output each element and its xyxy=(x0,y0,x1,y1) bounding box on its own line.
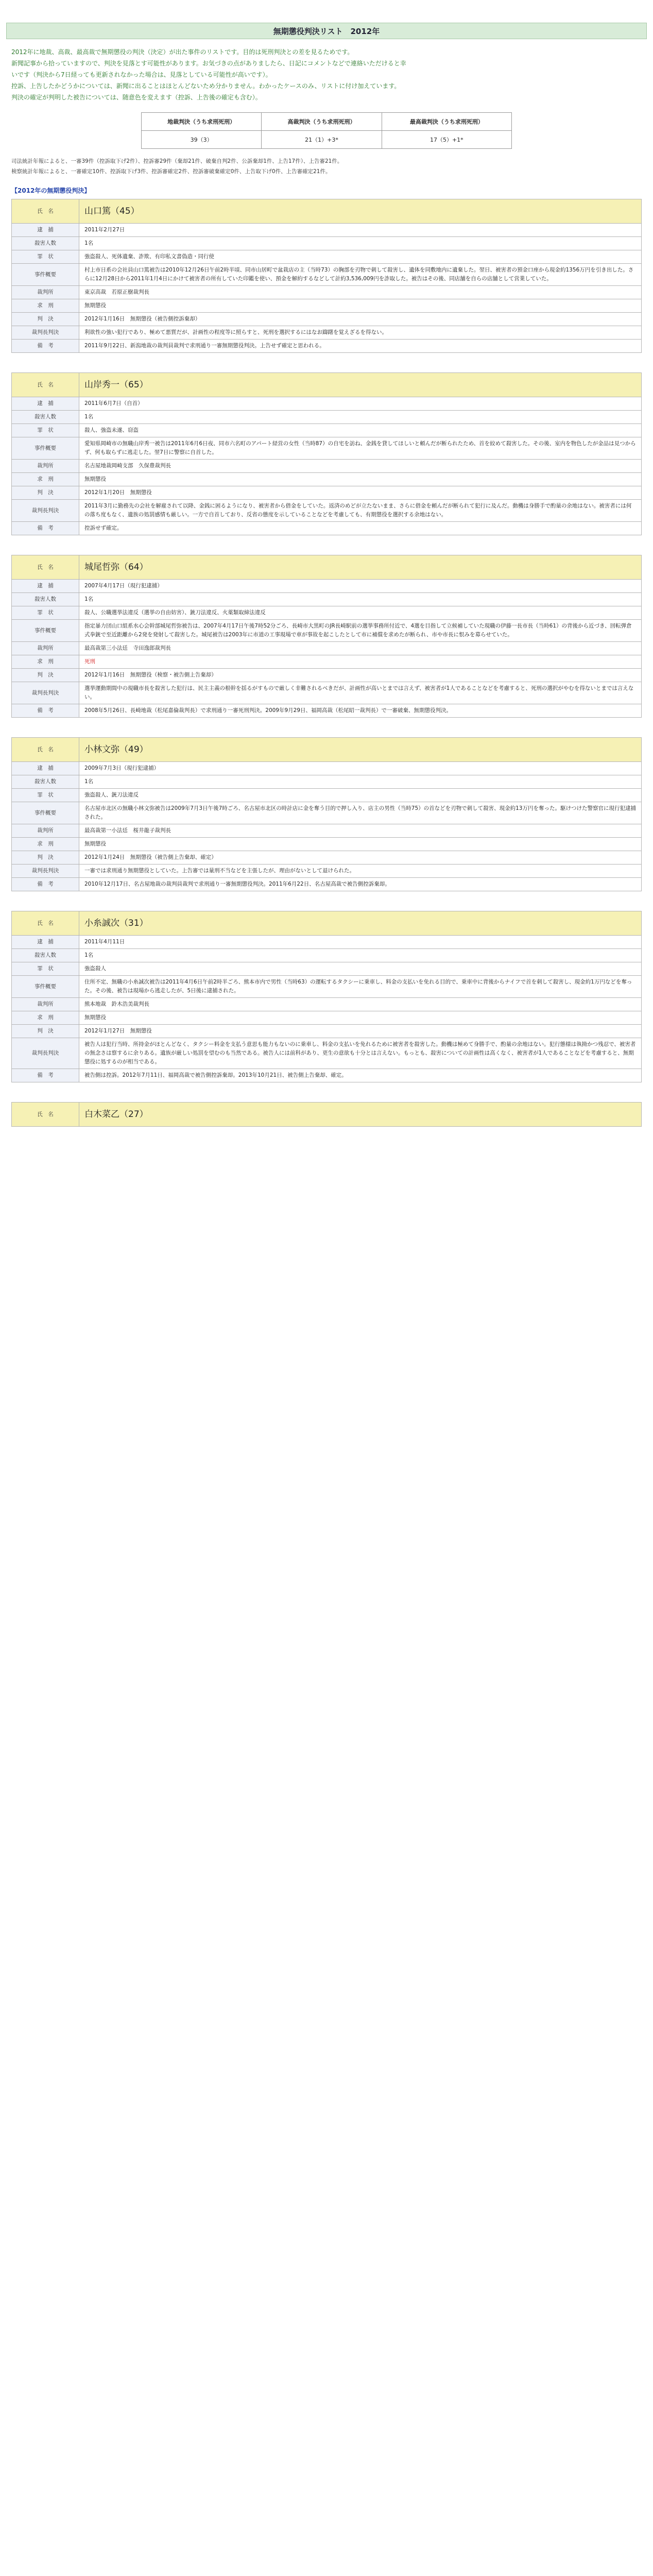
case-value-arrest: 2009年7月3日（現行犯逮捕） xyxy=(79,762,642,775)
case-value-prosecution: 死刑 xyxy=(79,655,642,669)
case-label-summary: 事件概要 xyxy=(12,620,79,642)
case-label-reason: 裁判長判決 xyxy=(12,326,79,340)
case-value-name: 小糸誠次（31） xyxy=(79,911,642,936)
case-label-reason: 裁判長判決 xyxy=(12,682,79,704)
case-label-remarks: 備 考 xyxy=(12,704,79,718)
case-row-reason xyxy=(12,500,642,522)
case-row-victims xyxy=(12,775,642,789)
case-label-name: 氏 名 xyxy=(12,555,79,580)
case-value-charge: 殺人、公職選挙法違反（選挙の自由妨害）、銃刀法違反、火薬類取締法違反 xyxy=(79,606,642,620)
case-label-arrest: 逮 捕 xyxy=(12,580,79,593)
section-title: 【2012年の無期懲役判決】 xyxy=(11,187,91,194)
stats-note: 司法統計年報によると、一審39件（控訴取下げ2件）、控訴審29件（棄却21件、破棄自判2件、公訴棄却1件、上告17件）、上告審21件。 xyxy=(11,158,343,164)
case-label-arrest: 逮 捕 xyxy=(12,762,79,775)
case-label-remarks: 備 考 xyxy=(12,878,79,891)
case-row-reason xyxy=(12,1038,642,1069)
case-row-victims xyxy=(12,411,642,424)
case-value-charge: 強盗殺人、銃刀法違反 xyxy=(79,789,642,802)
case-row-court xyxy=(12,642,642,655)
case-row-remarks xyxy=(12,340,642,353)
case-value-prosecution: 無期懲役 xyxy=(79,299,642,313)
case-label-prosecution: 求 刑 xyxy=(12,655,79,669)
case-label-victims: 殺害人数 xyxy=(12,949,79,962)
case-label-verdict: 判 決 xyxy=(12,486,79,500)
case-row-charge xyxy=(12,250,642,264)
case-value-verdict: 2012年1月27日 無期懲役 xyxy=(79,1025,642,1038)
case-value-name: 白木菜乙（27） xyxy=(79,1103,642,1127)
case-value-remarks: 控訴せず確定。 xyxy=(79,522,642,535)
case-row-arrest xyxy=(12,580,642,593)
case-row-victims xyxy=(12,237,642,250)
case-label-court: 裁判所 xyxy=(12,286,79,299)
case-label-arrest: 逮 捕 xyxy=(12,397,79,411)
case-row-prosecution xyxy=(12,838,642,851)
case-label-charge: 罪 状 xyxy=(12,606,79,620)
case-value-arrest: 2011年2月27日 xyxy=(79,224,642,237)
case-label-court: 裁判所 xyxy=(12,824,79,838)
case-row-name xyxy=(12,911,642,936)
case-value-name: 城尾哲弥（64） xyxy=(79,555,642,580)
case-row-verdict xyxy=(12,851,642,865)
summary-value: 39（3） xyxy=(142,131,262,149)
case-label-reason: 裁判長判決 xyxy=(12,500,79,522)
case-row-summary xyxy=(12,437,642,460)
case-label-summary: 事件概要 xyxy=(12,437,79,460)
stats-note: 検察統計年報によると、一審確定10件、控訴取下げ3件、控訴審確定2件、控訴審破棄確定0件、上告取下げ0件、上告審確定21件。 xyxy=(11,168,331,175)
case-value-court: 最高裁第三小法廷 寺田逸郎裁判長 xyxy=(79,642,642,655)
case-row-prosecution xyxy=(12,473,642,486)
case-label-victims: 殺害人数 xyxy=(12,593,79,606)
case-row-charge xyxy=(12,962,642,976)
case-table xyxy=(11,555,642,718)
case-row-summary xyxy=(12,802,642,824)
case-row-summary xyxy=(12,264,642,286)
case-label-charge: 罪 状 xyxy=(12,424,79,437)
case-list xyxy=(0,199,653,1127)
case-value-verdict: 2012年1月16日 無期懲役（検察・被告側上告棄却） xyxy=(79,669,642,682)
case-row-name xyxy=(12,373,642,397)
case-row-court xyxy=(12,460,642,473)
case-label-name: 氏 名 xyxy=(12,911,79,936)
case-label-court: 裁判所 xyxy=(12,642,79,655)
case-label-charge: 罪 状 xyxy=(12,962,79,976)
case-value-victims: 1名 xyxy=(79,949,642,962)
case-label-remarks: 備 考 xyxy=(12,522,79,535)
case-value-charge: 強盗殺人 xyxy=(79,962,642,976)
case-row-remarks xyxy=(12,878,642,891)
case-value-court: 熊本地裁 鈴木浩美裁判長 xyxy=(79,998,642,1011)
case-value-reason: 利欲性の強い犯行であり、極めて悪質だが、計画性の程度等に照らすと、死刑を選択するにはなお躊躇を覚えざるを得ない。 xyxy=(79,326,642,340)
case-label-victims: 殺害人数 xyxy=(12,775,79,789)
case-value-arrest: 2007年4月17日（現行犯逮捕） xyxy=(79,580,642,593)
case-value-charge: 殺人、強盗未遂、窃盗 xyxy=(79,424,642,437)
case-value-victims: 1名 xyxy=(79,411,642,424)
case-value-victims: 1名 xyxy=(79,775,642,789)
case-label-reason: 裁判長判決 xyxy=(12,1038,79,1069)
case-row-prosecution xyxy=(12,655,642,669)
case-row-arrest xyxy=(12,397,642,411)
case-label-victims: 殺害人数 xyxy=(12,237,79,250)
case-row-remarks xyxy=(12,704,642,718)
case-value-remarks: 2010年12月17日、名古屋地裁の裁判員裁判で求刑通り一審無期懲役判決。2011年6月22日、名古屋高裁で被告側控訴棄却。 xyxy=(79,878,642,891)
intro-line: 控訴、上告したかどうかについては、新聞に出ることはほとんどないため分かりません。わかったケースのみ、リストに付け加えています。 xyxy=(11,82,401,90)
case-value-summary: 愛知県岡崎市の無職山岸秀一被告は2011年6月6日夜、同市六名町のアパート経営の女性（当時87）の自宅を訪ね、金銭を貸してほしいと頼んだが断られたため、首を絞めて殺害した。その後、室内を物色したが金品は見つからず、何も取らずに逃走した。翌7日に警察に自首した。 xyxy=(79,437,642,460)
case-row-arrest xyxy=(12,936,642,949)
case-table xyxy=(11,372,642,535)
case-table xyxy=(11,911,642,1082)
case-label-summary: 事件概要 xyxy=(12,802,79,824)
case-table xyxy=(11,737,642,891)
case-label-arrest: 逮 捕 xyxy=(12,224,79,237)
case-label-name: 氏 名 xyxy=(12,373,79,397)
case-value-name: 小林文弥（49） xyxy=(79,738,642,762)
summary-value: 21（1）+3* xyxy=(262,131,382,149)
case-label-verdict: 判 決 xyxy=(12,851,79,865)
case-row-verdict xyxy=(12,1025,642,1038)
case-row-summary xyxy=(12,976,642,998)
case-value-prosecution: 無期懲役 xyxy=(79,838,642,851)
case-label-charge: 罪 状 xyxy=(12,789,79,802)
case-value-summary: 村上市日系の会社員山口篤被告は2010年12月26日午前2時半頃、同市山居町で盆栽店の主（当時73）の胸部を刃物で刺して殺害し、遺体を同敷地内に遺棄した。翌日、被害者の預金口座から現金約1356万円を引き出した。さらに12月28日から2011年1月4日にかけて被害者の所有していた印鑑を使い、預金を解約するなどして計約3,536,009円を詐取した。被告はその後、同店舗を自らの店舗として営業していた。 xyxy=(79,264,642,286)
intro xyxy=(11,46,642,103)
case-value-remarks: 2011年9月22日、新潟地裁の裁判員裁判で求刑通り一審無期懲役判決。上告せず確定と思われる。 xyxy=(79,340,642,353)
case-label-arrest: 逮 捕 xyxy=(12,936,79,949)
case-value-name: 山口篤（45） xyxy=(79,199,642,224)
case-row-prosecution xyxy=(12,299,642,313)
case-value-charge: 強盗殺人、死体遺棄、詐欺、有印私文書偽造・同行使 xyxy=(79,250,642,264)
case-label-prosecution: 求 刑 xyxy=(12,838,79,851)
stats-notes xyxy=(11,156,642,177)
case-row-arrest xyxy=(12,224,642,237)
case-label-verdict: 判 決 xyxy=(12,313,79,326)
case-row-court xyxy=(12,824,642,838)
case-label-summary: 事件概要 xyxy=(12,264,79,286)
case-row-name xyxy=(12,738,642,762)
case-row-verdict xyxy=(12,313,642,326)
case-value-court: 最高裁第一小法廷 桜井龍子裁判長 xyxy=(79,824,642,838)
case-row-victims xyxy=(12,949,642,962)
case-label-reason: 裁判長判決 xyxy=(12,865,79,878)
case-label-court: 裁判所 xyxy=(12,998,79,1011)
intro-line: いです（判決から7日経っても更新されなかった場合は、見落としている可能性が高いです）。 xyxy=(11,71,272,78)
case-row-charge xyxy=(12,606,642,620)
case-value-summary: 指定暴力団山口組系水心会幹部城尾哲弥被告は、2007年4月17日午後7時52分ごろ、長崎市大黒町のJR長崎駅前の選挙事務所付近で、4選を目指して立候補していた現職の伊藤一長市長（当時61）の背後から近づき、回転弾倉式拳銃で至近距離から2発を発射して殺害した。城尾被告は2003年に市道の工事現場で車が事故を起こしたとして市に補償を求めたが断られ、市や市長に恨みを募らせていた。 xyxy=(79,620,642,642)
case-value-reason: 2011年3月に勤務先の会社を解雇されて以降、金銭に困るようになり、被害者から借金をしていた。返済のめどが立たないまま、さらに借金を頼んだが断られて犯行に及んだ。動機は身勝手で酌量の余地はない。被害者には何の落ち度もなく、遺族の処罰感情も厳しい。一方で自首しており、反省の態度を示していることなどを考慮しても、有期懲役を選択する余地はない。 xyxy=(79,500,642,522)
summary-header: 地裁判決（うち求刑死刑） xyxy=(142,113,262,131)
case-row-reason xyxy=(12,865,642,878)
case-label-court: 裁判所 xyxy=(12,460,79,473)
summary-value: 17（5）+1* xyxy=(382,131,511,149)
case-value-court: 東京高裁 若原正樹裁判長 xyxy=(79,286,642,299)
case-row-remarks xyxy=(12,522,642,535)
case-label-name: 氏 名 xyxy=(12,199,79,224)
case-row-name xyxy=(12,199,642,224)
case-row-charge xyxy=(12,424,642,437)
case-value-victims: 1名 xyxy=(79,237,642,250)
intro-line: 2012年に地裁、高裁、最高裁で無期懲役の判決（決定）が出た事件のリストです。目的は死刑判決との差を見るためです。 xyxy=(11,48,354,56)
case-label-verdict: 判 決 xyxy=(12,669,79,682)
case-row-court xyxy=(12,998,642,1011)
case-table xyxy=(11,199,642,353)
case-value-reason: 被告人は犯行当時、所持金がほとんどなく、タクシー料金を支払う意思も能力もないのに乗車し、料金の支払いを免れるために被害者を殺害した。動機は極めて身勝手で、酌量の余地はない。犯行態様は執拗かつ残忍で、被害者の無念さは察するに余りある。遺族が厳しい処罰を望むのも当然である。被告人には前科があり、更生の意欲も十分とは言えない。もっとも、殺害についての計画性は高くなく、被害者が1人であることなどを考慮すると、無期懲役に処するのが相当である。 xyxy=(79,1038,642,1069)
case-row-summary xyxy=(12,620,642,642)
case-label-victims: 殺害人数 xyxy=(12,411,79,424)
case-row-verdict xyxy=(12,669,642,682)
case-row-court xyxy=(12,286,642,299)
case-value-remarks: 2008年5月26日、長崎地裁（松尾嘉倫裁判長）で求刑通り一審死刑判決。2009年9月29日、福岡高裁（松尾昭一裁判長）で一審破棄、無期懲役判決。 xyxy=(79,704,642,718)
case-label-charge: 罪 状 xyxy=(12,250,79,264)
summary-header: 高裁判決（うち求刑死刑） xyxy=(262,113,382,131)
case-label-prosecution: 求 刑 xyxy=(12,473,79,486)
intro-line: 判決の確定が判明した被告については、随意色を変えます（控訴、上告後の確定も含む）。 xyxy=(11,94,262,101)
case-label-summary: 事件概要 xyxy=(12,976,79,998)
case-value-remarks: 被告側は控訴。2012年7月11日、福岡高裁で被告側控訴棄却。2013年10月21日、被告側上告棄却、確定。 xyxy=(79,1069,642,1082)
summary-table xyxy=(141,112,512,149)
page-title-text: 無期懲役判決リスト 2012年 xyxy=(273,26,380,36)
case-value-verdict: 2012年1月20日 無期懲役 xyxy=(79,486,642,500)
case-value-court: 名古屋地裁岡崎支部 久保豊裁判長 xyxy=(79,460,642,473)
case-label-name: 氏 名 xyxy=(12,738,79,762)
case-row-victims xyxy=(12,593,642,606)
case-label-remarks: 備 考 xyxy=(12,1069,79,1082)
case-value-name: 山岸秀一（65） xyxy=(79,373,642,397)
intro-line: 新聞記事から拾っていますので、判決を見落とす可能性があります。お気づきの点がありましたら、日記にコメントなどで連絡いただけると幸 xyxy=(11,60,406,67)
case-row-name xyxy=(12,555,642,580)
case-label-verdict: 判 決 xyxy=(12,1025,79,1038)
case-label-name: 氏 名 xyxy=(12,1103,79,1127)
summary-header: 最高裁判決（うち求刑死刑） xyxy=(382,113,511,131)
case-value-prosecution: 無期懲役 xyxy=(79,1011,642,1025)
case-value-arrest: 2011年6月7日（自首） xyxy=(79,397,642,411)
case-value-summary: 住所不定、無職の小糸誠次被告は2011年4月6日午前2時半ごろ、熊本市内で男性（当時63）の運転するタクシーに乗車し、料金の支払いを免れる目的で、乗車中に背後からナイフで首を刺して殺害し、現金約1万円などを奪った。その後、被告は現場から逃走したが、5日後に逮捕された。 xyxy=(79,976,642,998)
case-value-prosecution: 無期懲役 xyxy=(79,473,642,486)
case-row-prosecution xyxy=(12,1011,642,1025)
case-row-verdict xyxy=(12,486,642,500)
page-title xyxy=(6,23,647,39)
case-label-remarks: 備 考 xyxy=(12,340,79,353)
case-row-charge xyxy=(12,789,642,802)
case-row-name xyxy=(12,1103,642,1127)
case-row-arrest xyxy=(12,762,642,775)
case-value-verdict: 2012年1月24日 無期懲役（被告側上告棄却、確定） xyxy=(79,851,642,865)
case-value-summary: 名古屋市北区の無職小林文弥被告は2009年7月3日午後7時ごろ、名古屋市北区の時計店に金を奪う目的で押し入り、店主の男性（当時75）の首などを刃物で刺して殺害、現金約13万円を奪った。駆けつけた警察官に現行犯逮捕された。 xyxy=(79,802,642,824)
case-table xyxy=(11,1102,642,1127)
case-row-remarks xyxy=(12,1069,642,1082)
case-value-reason: 一審では求刑通り無期懲役としていた。上告審では量刑不当などを主張したが、理由がないとして退けられた。 xyxy=(79,865,642,878)
case-value-victims: 1名 xyxy=(79,593,642,606)
case-row-reason xyxy=(12,326,642,340)
case-label-prosecution: 求 刑 xyxy=(12,299,79,313)
case-value-arrest: 2011年4月11日 xyxy=(79,936,642,949)
case-row-reason xyxy=(12,682,642,704)
case-value-verdict: 2012年1月16日 無期懲役（被告側控訴棄却） xyxy=(79,313,642,326)
case-label-prosecution: 求 刑 xyxy=(12,1011,79,1025)
case-value-reason: 選挙運動期間中の現職市長を殺害した犯行は、民主主義の根幹を揺るがすもので厳しく非難されるべきだが、計画性が高いとまでは言えず、被害者が1人であることなどを考慮すると、死刑の選択がやむを得ないとまでは言えない。 xyxy=(79,682,642,704)
